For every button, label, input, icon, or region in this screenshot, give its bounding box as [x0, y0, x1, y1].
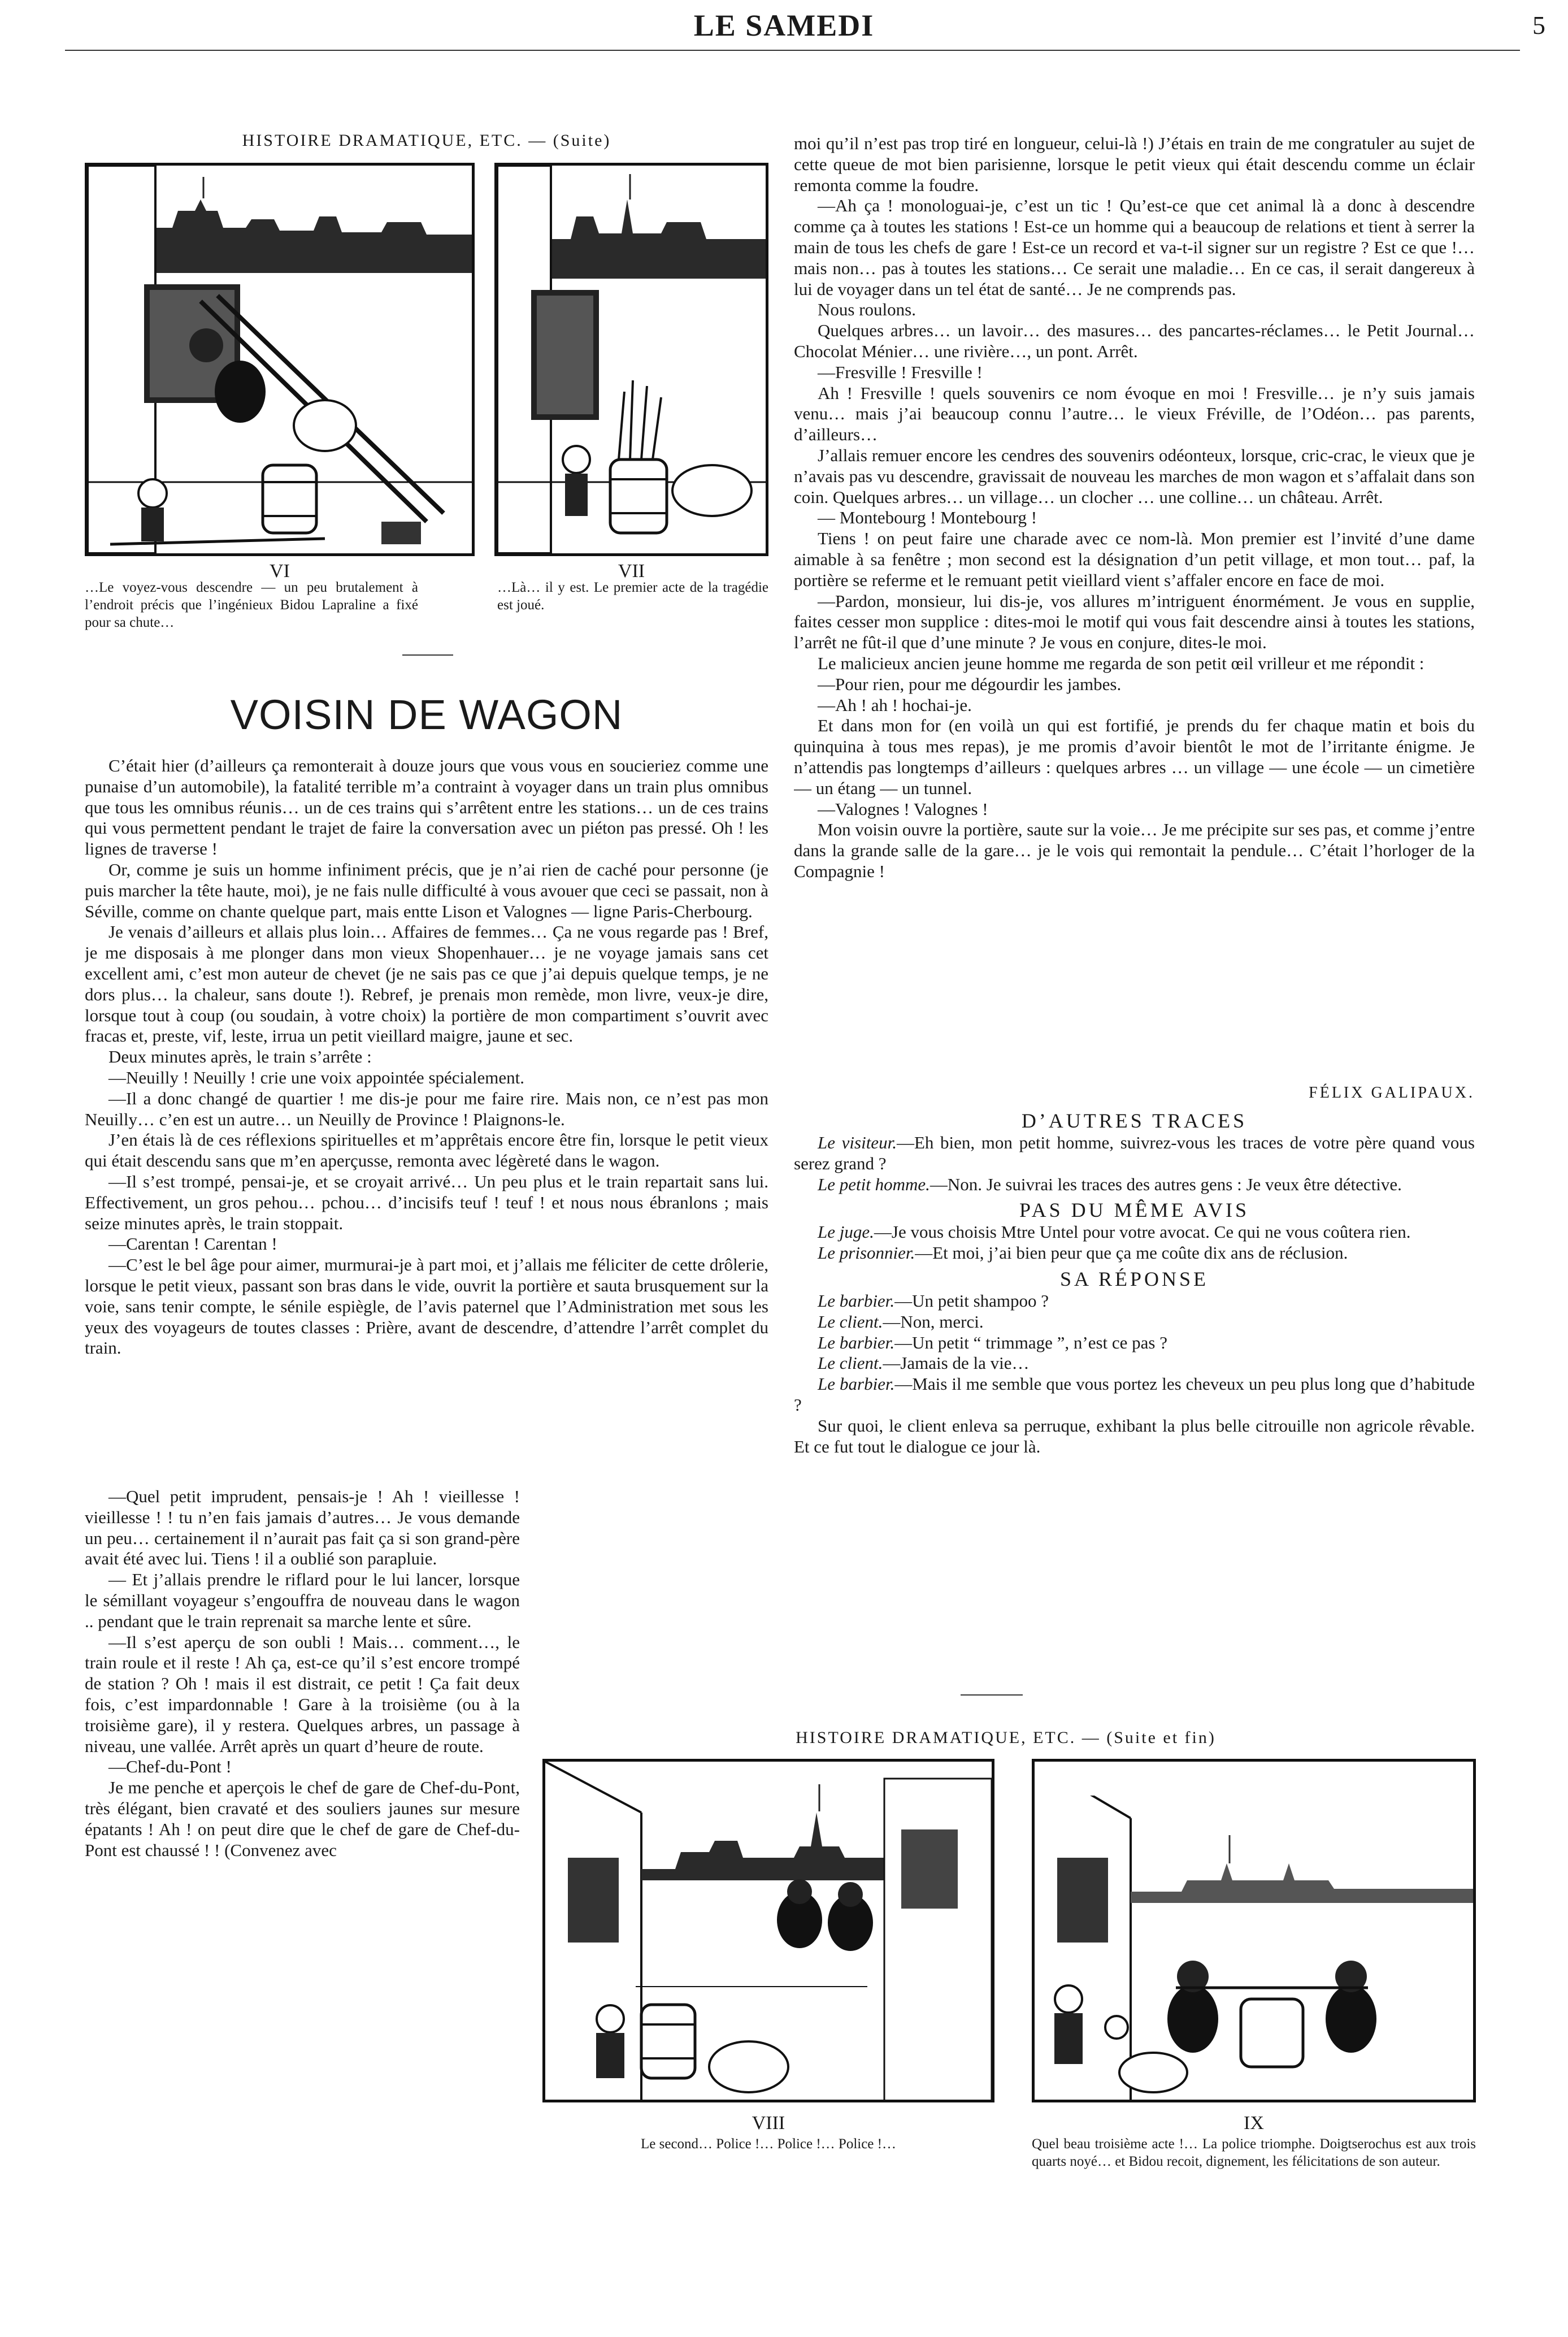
panel-viii-caption: Le second… Police !… Police !… Police !… [641, 2136, 896, 2152]
article-paragraph: —Valognes ! Valognes ! [818, 799, 988, 819]
joke-line: —Non, merci. [883, 1311, 984, 1332]
panel-ix-number: IX [1244, 2113, 1264, 2134]
joke-speaker: Le client. [818, 1311, 883, 1332]
article-paragraph: Quelques arbres… un lavoir… des masures… des pancartes-réclames… le Petit Journal… Chocolat Ménier… une rivière…, un pont. Arrêt. [794, 320, 1475, 361]
panel-viii-illustration [545, 1762, 992, 2100]
article-paragraph: Et dans mon for (en voilà un qui est fortifié, je prends du fer chaque matin et bois du quinquina à tous mes repas), je me promis d’avoir bientôt le mot de l’irritante énigme. Je n’attendis pas longtemps d’ailleurs : quelques arbres … un village — une école — un cimetière — un étang — un tunnel. [794, 716, 1475, 798]
article-paragraph: —Chef-du-Pont ! [108, 1757, 232, 1777]
joke-dialogue [794, 1291, 1475, 1457]
article-left-column [85, 756, 768, 1485]
article-paragraph: J’en étais là de ces réflexions spirituelles et m’apprêtais encore être fin, lorsque le petit vieux qui était descendu sans que m’en aperçusse, remonta avec légèreté dans le wagon. [85, 1130, 768, 1171]
article-paragraph: —Pour rien, pour me dégourdir les jambes. [818, 674, 1122, 694]
journal-title: LE SAMEDI [693, 8, 875, 42]
joke-speaker: Le barbier. [818, 1374, 895, 1394]
article-paragraph: — Et j’allais prendre le riflard pour le lui lancer, lorsque le sémillant voyageur s’engouffra de nouveau dans le wagon .. pendant que le train reprenait sa marche lente et sûre. [85, 1569, 520, 1631]
joke-speaker: Le petit homme. [818, 1174, 930, 1194]
joke-speaker: Le juge. [818, 1222, 874, 1242]
page-number: 5 [1532, 11, 1545, 40]
article-title: VOISIN DE WAGON [230, 691, 623, 738]
article-signature: FÉLIX GALIPAUX. [1309, 1084, 1475, 1102]
panel-vi-caption: …Le voyez-vous descendre — un peu brutalement à l’endroit précis que l’ingénieux Bidou Lapraline a fixé pour sa chute… [85, 580, 418, 630]
strip-separator-rule [961, 1694, 1023, 1696]
title-rule [402, 654, 453, 656]
article-paragraph: —Pardon, monsieur, lui dis-je, vos allures m’intriguent énormément. Je vous en supplie, faites cesser mon supplice : dites-moi le motif qui vous fait descendre ainsi à toutes les stations, l’arrêt ne fût-il que d’une minute ? Je vous en conjure, dites-le moi. [794, 591, 1475, 653]
joke-dialogue [794, 1133, 1475, 1195]
joke-line: —Non. Je suivrai les traces des autres gens : Je veux être détective. [929, 1174, 1402, 1194]
panel-vii-number: VII [618, 561, 645, 582]
article-paragraph: —Il s’est trompé, pensai-je, et se croyait arrivé… Un peu plus et le train repartait sans lui. Effectivement, un gros pehou… pchou… d’incisifs teuf ! teuf ! et nous nous ébranlons ; mais seize minutes après, le train stoppait. [85, 1171, 768, 1233]
article-paragraph: moi qu’il n’est pas trop tiré en longueur, celui-là !) J’étais en train de me congratuler au sujet de cette queue de mot bien parisienne, lorsque le petit vieux qui était descendu comme un éclair remonta comme la foudre. [794, 133, 1475, 195]
joke-title: D’AUTRES TRACES [1021, 1109, 1248, 1132]
comic-panel-viii [542, 1759, 994, 2102]
article-right-column [794, 133, 1475, 1077]
joke-line: —Eh bien, mon petit homme, suivrez-vous les traces de votre père quand vous serez grand ? [794, 1133, 1475, 1173]
article-paragraph: —Fresville ! Fresville ! [818, 362, 983, 382]
article-paragraph: Tiens ! on peut faire une charade avec ce nom-là. Mon premier est l’invité d’une dame aimable à sa fenêtre ; mon second est la désignation d’un petit village, et mon tout… paf, la portière se referme et le remuant petit vieillard vient s’affaler encore en face de moi. [794, 528, 1475, 590]
article-paragraph: — Montebourg ! Montebourg ! [818, 508, 1037, 528]
jokes-section [794, 1109, 1475, 1674]
panel-vi-number: VI [270, 561, 290, 582]
panel-ix-illustration [1035, 1762, 1473, 2100]
joke-speaker: Le visiteur. [818, 1133, 897, 1152]
strip-top-caption: HISTOIRE DRAMATIQUE, ETC. — (Suite) [242, 131, 611, 150]
article-paragraph: Deux minutes après, le train s’arrête : [108, 1047, 372, 1067]
joke-speaker: Le client. [818, 1353, 883, 1373]
joke-line: —Et moi, j’ai bien peur que ça me coûte dix ans de réclusion. [915, 1243, 1348, 1263]
joke-line: —Je vous choisis Mtre Untel pour votre avocat. Ce qui ne vous coûtera rien. [874, 1222, 1411, 1242]
article-paragraph: Mon voisin ouvre la portière, saute sur la voie… Je me précipite sur ses pas, et comme j’entre dans la grande salle de la gare… je le vois qui remontait la pendule… C’était l’horloger de la Compagnie ! [794, 820, 1475, 881]
article-paragraph: —Carentan ! Carentan ! [108, 1234, 277, 1254]
article-paragraph: Or, comme je suis un homme infiniment précis, que je n’ai rien de caché pour personne (je puis marcher la tête haute, moi), je ne fais nulle difficulté à vous avouer que ceci se passait, non à Séville, comme on chante quelque part, mais entte Lison et Valognes — ligne Paris-Cherbourg. [85, 859, 768, 921]
joke-speaker: Le barbier. [818, 1332, 895, 1352]
comic-panel-vi [85, 163, 475, 556]
article-paragraph: —Ah ça ! monologuai-je, c’est un tic ! Qu’est-ce que cet animal là a donc à descendre comme ça à toutes les stations ! Est-ce un homme qui a beaucoup de relations et tient à serrer la main de tous les chefs de gare ! Est-ce un record et va-t-il signer sur un registre ? Est ce que !… mais non… pas à toutes les stations… Ce serait une maladie… En ce cas, il serait dangereux à lui de voyager dans un tel état de santé… Je ne comprends pas. [794, 196, 1475, 299]
article-paragraph: J’allais remuer encore les cendres des souvenirs odéonteux, lorsque, cric-crac, le vieux que je n’avais pas vu descendre, gravissait de nouveau les marches de mon wagon et s’affalait dans son coin. Quelques arbres… un village… un clocher … une colline… un château. Arrêt. [794, 445, 1475, 507]
comic-panel-vii [494, 163, 768, 556]
panel-vii-illustration [497, 166, 766, 553]
joke-line: —Un petit “ trimmage ”, n’est ce pas ? [894, 1332, 1167, 1352]
article-paragraph: —C’est le bel âge pour aimer, murmurai-je à part moi, et j’allais me féliciter de cette drôlerie, lorsque le petit vieux, passant son bras dans le vide, ouvrit la portière et sauta brusquement sur la voie, sans tenir compte, le sénile espiègle, de l’avis paternel que l’Administration met sous les yeux des voyageurs de toutes classes : Prière, avant de descendre, d’attendre l’arrêt complet du train. [85, 1255, 768, 1358]
panel-vii-caption: …Là… il y est. Le premier acte de la tragédie est joué. [497, 580, 768, 613]
strip-bottom-caption: HISTOIRE DRAMATIQUE, ETC. — (Suite et fin) [796, 1728, 1216, 1747]
article-paragraph: —Il a donc changé de quartier ! me dis-je pour me faire rire. Mais non, ce n’est pas mon Neuilly… c’en est un autre… un Neuilly de Province ! Plaignons-le. [85, 1088, 768, 1129]
joke-title: SA RÉPONSE [1059, 1267, 1209, 1290]
joke-line: —Mais il me semble que vous portez les cheveux un peu plus long que d’habitude ? [794, 1374, 1475, 1415]
joke-speaker: Le barbier. [818, 1290, 895, 1311]
header-rule [65, 50, 1520, 51]
article-paragraph: C’était hier (d’ailleurs ça remonterait à douze jours que vous vous en soucieriez comme une punaise d’un automobile), la fatalité terrible m’a contraint à voyager dans un train plus omnibus que tous les omnibus réunis… un de ces trains qui s’arrêtent entre les stations… un de ces trains qui vous permettent pendant le trajet de faire la conversation avec un piéton pas pressé. Oh ! les lignes de traverse ! [85, 756, 768, 859]
panel-ix-caption: Quel beau troisième acte !… La police triomphe. Doigtserochus est aux trois quarts noyé… et Bidou recoit, dignement, les félicitations de son auteur. [1032, 2136, 1476, 2169]
joke-closing: Sur quoi, le client enleva sa perruque, exhibant la plus belle citrouille non agricole rêvable. Et ce fut tout le dialogue ce jour là. [794, 1415, 1475, 1456]
panel-viii-number: VIII [752, 2113, 785, 2134]
joke-speaker: Le prisonnier. [818, 1243, 915, 1263]
article-paragraph: Le malicieux ancien jeune homme me regarda de son petit œil vrilleur et me répondit : [818, 653, 1424, 673]
article-paragraph: —Neuilly ! Neuilly ! crie une voix appointée spécialement. [108, 1067, 525, 1087]
panel-vi-illustration [88, 166, 472, 553]
article-paragraph: Ah ! Fresville ! quels souvenirs ce nom évoque en moi ! Fresville… je n’y suis jamais venu… mais j’ai beaucoup connu l’autre… le vieux Fréville, de l’Odéon… pas parents, d’ailleurs… [794, 383, 1475, 445]
article-paragraph: —Quel petit imprudent, pensais-je ! Ah ! vieillesse ! vieillesse ! ! tu n’en fais jamais d’autres… Je vous demande un peu… certainement il n’aurait pas fait ça si son grand-père avait été avec lui. Tiens ! il a oublié son parapluie. [85, 1486, 520, 1569]
article-paragraph: Je venais d’ailleurs et allais plus loin… Affaires de femmes… Ça ne vous regarde pas ! Bref, je me disposais à me plonger dans mon vieux Shopenhauer… je ne voyage jamais sans cet excellent ami, c’est mon auteur de chevet (je ne sais pas ce que j’ai depuis quelque temps, je ne dors plus… la chaleur, sans doute !). Rebref, je prenais mon remède, mon livre, veux-je dire, lorsque tout à coup (ou soudain, à votre choix) la portière de mon compartiment s’ouvrit avec fracas et, preste, vif, leste, irrua un petit vieillard maigre, jaune et sec. [85, 922, 768, 1046]
joke-line: —Jamais de la vie… [883, 1353, 1030, 1373]
article-paragraph: —Il s’est aperçu de son oubli ! Mais… comment…, le train roule et il reste ! Ah ça, est-ce qu’il s’est encore trompé de station ? Oh ! mais il est distrait, ce petit ! Ça fait deux fois, c’est impardonnable ! Gare à la troisième (ou à la troisième gare), il y restera. Quelques arbres, un passage à niveau, une vallée. Arrêt après un quart d’heure de route. [85, 1632, 520, 1756]
article-paragraph: Nous roulons. [818, 300, 916, 320]
joke-line: —Un petit shampoo ? [894, 1290, 1049, 1311]
article-paragraph: Je me penche et aperçois le chef de gare de Chef-du-Pont, très élégant, bien cravaté et des souliers jaunes sur mesure épatants ! Ah ! on peut dire que le chef de gare de Chef-du-Pont est chaussé ! ! (Convenez avec [85, 1777, 520, 1860]
joke-dialogue [794, 1222, 1475, 1264]
joke-title: PAS DU MÊME AVIS [1019, 1199, 1250, 1222]
comic-panel-ix [1032, 1759, 1476, 2102]
article-left-narrow-column [85, 1486, 520, 2300]
article-paragraph: —Ah ! ah ! hochai-je. [818, 695, 972, 715]
